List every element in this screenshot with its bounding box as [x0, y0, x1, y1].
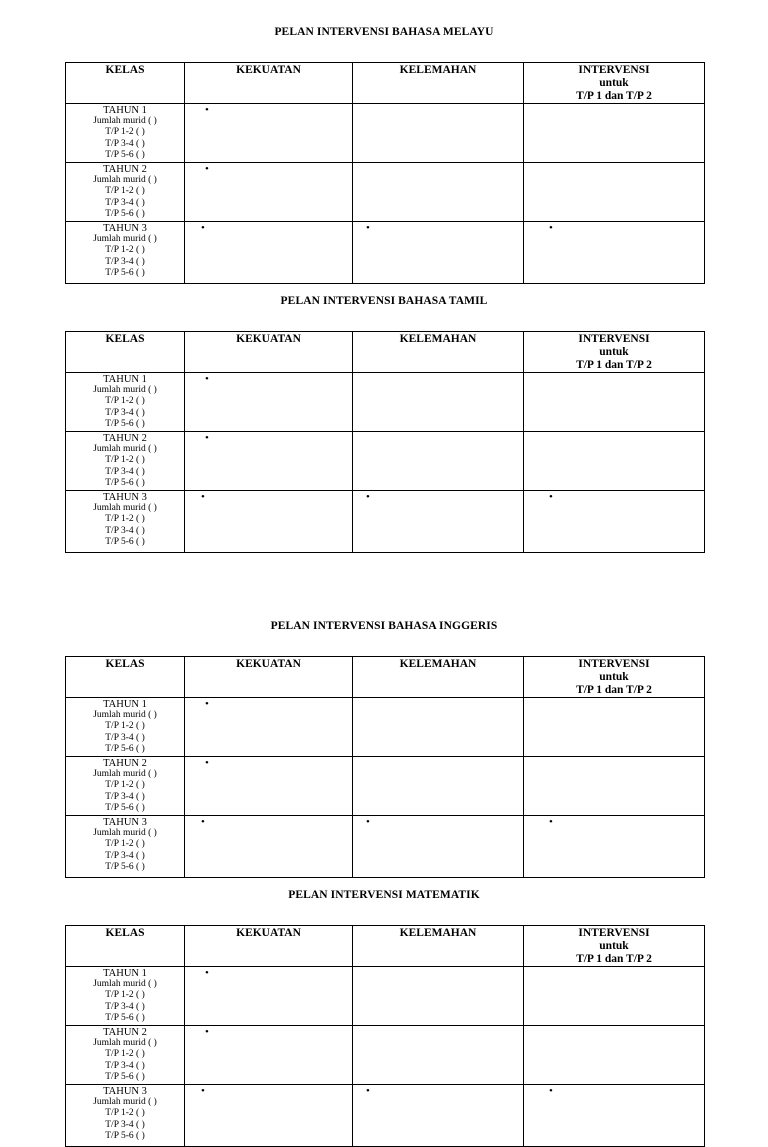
header-intervensi-line2: untuk: [599, 671, 629, 683]
header-kelemahan: KELEMAHAN: [353, 332, 524, 373]
bullet-icon: •: [201, 222, 205, 234]
jumlah-murid-label: Jumlah murid ( ): [93, 979, 157, 990]
header-intervensi-line1: INTERVENSI: [578, 927, 650, 939]
tahun-label: TAHUN 1: [103, 105, 147, 116]
tp-5-6-label: T/P 5-6 ( ): [105, 1012, 145, 1023]
tahun-label: TAHUN 2: [103, 164, 147, 175]
kelemahan-cell[interactable]: [353, 432, 524, 491]
tp-1-2-label: T/P 1-2 ( ): [105, 245, 145, 256]
kelemahan-cell[interactable]: [353, 1026, 524, 1085]
intervensi-cell[interactable]: [524, 757, 705, 816]
tp-5-6-label: T/P 5-6 ( ): [105, 267, 145, 278]
tp-3-4-label: T/P 3-4 ( ): [105, 1119, 145, 1130]
kelemahan-cell[interactable]: [353, 1085, 524, 1147]
table-row: [66, 698, 705, 757]
intervensi-cell[interactable]: [524, 222, 705, 284]
table-row: [66, 816, 705, 878]
bullet-icon: •: [205, 757, 209, 769]
kekuatan-cell[interactable]: [185, 104, 353, 163]
tp-3-4-label: T/P 3-4 ( ): [105, 1001, 145, 1012]
tp-3-4-label: T/P 3-4 ( ): [105, 791, 145, 802]
tp-3-4-label: T/P 3-4 ( ): [105, 256, 145, 267]
header-kelas: KELAS: [66, 63, 185, 104]
section-title: PELAN INTERVENSI BAHASA INGGERIS: [270, 620, 498, 632]
tp-1-2-label: T/P 1-2 ( ): [105, 780, 145, 791]
bullet-icon: •: [366, 816, 370, 828]
intervensi-cell[interactable]: [524, 1085, 705, 1147]
header-intervensi-line1: INTERVENSI: [578, 333, 650, 345]
tp-1-2-label: T/P 1-2 ( ): [105, 1049, 145, 1060]
intervention-table: [65, 331, 705, 553]
kekuatan-cell[interactable]: [185, 1085, 353, 1147]
kelas-cell: [66, 816, 185, 878]
table-row: [66, 163, 705, 222]
bullet-icon: •: [201, 1085, 205, 1097]
tp-1-2-label: T/P 1-2 ( ): [105, 396, 145, 407]
header-kelas: KELAS: [66, 657, 185, 698]
intervention-table: [65, 656, 705, 878]
header-kekuatan: KEKUATAN: [185, 657, 353, 698]
section-title: PELAN INTERVENSI BAHASA TAMIL: [280, 295, 488, 307]
jumlah-murid-label: Jumlah murid ( ): [93, 385, 157, 396]
kelemahan-cell[interactable]: [353, 698, 524, 757]
table-row: [66, 1026, 705, 1085]
bullet-icon: •: [549, 816, 553, 828]
bullet-icon: •: [366, 222, 370, 234]
header-intervensi-line2: untuk: [599, 77, 629, 89]
bullet-icon: •: [205, 373, 209, 385]
header-intervensi: [524, 926, 705, 967]
kelemahan-cell[interactable]: [353, 816, 524, 878]
tp-3-4-label: T/P 3-4 ( ): [105, 138, 145, 149]
intervensi-cell[interactable]: [524, 1026, 705, 1085]
header-intervensi-line1: INTERVENSI: [578, 658, 650, 670]
intervention-table: [65, 925, 705, 1147]
intervensi-cell[interactable]: [524, 698, 705, 757]
bullet-icon: •: [205, 163, 209, 175]
tahun-label: TAHUN 2: [103, 1027, 147, 1038]
jumlah-murid-label: Jumlah murid ( ): [93, 234, 157, 245]
header-intervensi-line3: T/P 1 dan T/P 2: [576, 684, 652, 696]
header-intervensi-line2: untuk: [599, 940, 629, 952]
tp-3-4-label: T/P 3-4 ( ): [105, 466, 145, 477]
kekuatan-cell[interactable]: [185, 491, 353, 553]
jumlah-murid-label: Jumlah murid ( ): [93, 175, 157, 186]
table-row: [66, 967, 705, 1026]
intervensi-cell[interactable]: [524, 491, 705, 553]
tp-5-6-label: T/P 5-6 ( ): [105, 208, 145, 219]
kelemahan-cell[interactable]: [353, 491, 524, 553]
kekuatan-cell[interactable]: [185, 373, 353, 432]
kekuatan-cell[interactable]: [185, 432, 353, 491]
section-title: PELAN INTERVENSI BAHASA MELAYU: [274, 26, 494, 38]
tahun-label: TAHUN 3: [103, 817, 147, 828]
table-row: [66, 432, 705, 491]
bullet-icon: •: [366, 491, 370, 503]
header-kelemahan: KELEMAHAN: [353, 63, 524, 104]
header-intervensi-line3: T/P 1 dan T/P 2: [576, 359, 652, 371]
header-kelemahan: KELEMAHAN: [353, 657, 524, 698]
tahun-label: TAHUN 1: [103, 699, 147, 710]
bullet-icon: •: [205, 432, 209, 444]
header-kelas: KELAS: [66, 926, 185, 967]
kelemahan-cell[interactable]: [353, 967, 524, 1026]
jumlah-murid-label: Jumlah murid ( ): [93, 503, 157, 514]
bullet-icon: •: [205, 698, 209, 710]
tp-1-2-label: T/P 1-2 ( ): [105, 990, 145, 1001]
tp-1-2-label: T/P 1-2 ( ): [105, 1108, 145, 1119]
header-intervensi-line1: INTERVENSI: [578, 64, 650, 76]
kelemahan-cell[interactable]: [353, 373, 524, 432]
table-row: [66, 222, 705, 284]
kelas-cell: [66, 757, 185, 816]
table-row: [66, 1085, 705, 1147]
bullet-icon: •: [205, 1026, 209, 1038]
header-intervensi: [524, 657, 705, 698]
kelemahan-cell[interactable]: [353, 104, 524, 163]
intervensi-cell[interactable]: [524, 163, 705, 222]
tp-5-6-label: T/P 5-6 ( ): [105, 861, 145, 872]
bullet-icon: •: [366, 1085, 370, 1097]
kelas-cell: [66, 1026, 185, 1085]
tp-3-4-label: T/P 3-4 ( ): [105, 197, 145, 208]
tp-1-2-label: T/P 1-2 ( ): [105, 186, 145, 197]
kekuatan-cell[interactable]: [185, 222, 353, 284]
header-intervensi: [524, 332, 705, 373]
kekuatan-cell[interactable]: [185, 816, 353, 878]
tp-1-2-label: T/P 1-2 ( ): [105, 127, 145, 138]
kelas-cell: [66, 967, 185, 1026]
table-row: [66, 373, 705, 432]
tahun-label: TAHUN 2: [103, 758, 147, 769]
header-row: [66, 332, 705, 373]
tp-5-6-label: T/P 5-6 ( ): [105, 802, 145, 813]
intervensi-cell[interactable]: [524, 967, 705, 1026]
jumlah-murid-label: Jumlah murid ( ): [93, 444, 157, 455]
jumlah-murid-label: Jumlah murid ( ): [93, 1097, 157, 1108]
bullet-icon: •: [549, 222, 553, 234]
bullet-icon: •: [549, 491, 553, 503]
tp-3-4-label: T/P 3-4 ( ): [105, 732, 145, 743]
tp-5-6-label: T/P 5-6 ( ): [105, 1130, 145, 1141]
kekuatan-cell[interactable]: [185, 163, 353, 222]
jumlah-murid-label: Jumlah murid ( ): [93, 1038, 157, 1049]
kekuatan-cell[interactable]: [185, 967, 353, 1026]
kelas-cell: [66, 222, 185, 284]
intervensi-cell[interactable]: [524, 373, 705, 432]
bullet-icon: •: [201, 816, 205, 828]
kekuatan-cell[interactable]: [185, 1026, 353, 1085]
tp-5-6-label: T/P 5-6 ( ): [105, 1071, 145, 1082]
header-kekuatan: KEKUATAN: [185, 926, 353, 967]
tahun-label: TAHUN 3: [103, 492, 147, 503]
header-intervensi-line3: T/P 1 dan T/P 2: [576, 953, 652, 965]
header-kelemahan: KELEMAHAN: [353, 926, 524, 967]
bullet-icon: •: [205, 104, 209, 116]
table-row: [66, 104, 705, 163]
tahun-label: TAHUN 1: [103, 374, 147, 385]
bullet-icon: •: [549, 1085, 553, 1097]
tp-3-4-label: T/P 3-4 ( ): [105, 1060, 145, 1071]
jumlah-murid-label: Jumlah murid ( ): [93, 828, 157, 839]
kelas-cell: [66, 373, 185, 432]
tp-3-4-label: T/P 3-4 ( ): [105, 407, 145, 418]
jumlah-murid-label: Jumlah murid ( ): [93, 710, 157, 721]
table-row: [66, 757, 705, 816]
tp-3-4-label: T/P 3-4 ( ): [105, 850, 145, 861]
intervensi-cell[interactable]: [524, 816, 705, 878]
kekuatan-cell[interactable]: [185, 757, 353, 816]
kelas-cell: [66, 1085, 185, 1147]
bullet-icon: •: [205, 967, 209, 979]
jumlah-murid-label: Jumlah murid ( ): [93, 769, 157, 780]
kelemahan-cell[interactable]: [353, 757, 524, 816]
kelas-cell: [66, 698, 185, 757]
tp-5-6-label: T/P 5-6 ( ): [105, 477, 145, 488]
section-title: PELAN INTERVENSI MATEMATIK: [288, 889, 480, 901]
table-row: [66, 491, 705, 553]
jumlah-murid-label: Jumlah murid ( ): [93, 116, 157, 127]
header-kekuatan: KEKUATAN: [185, 63, 353, 104]
tp-5-6-label: T/P 5-6 ( ): [105, 536, 145, 547]
tp-5-6-label: T/P 5-6 ( ): [105, 149, 145, 160]
tahun-label: TAHUN 1: [103, 968, 147, 979]
intervensi-cell[interactable]: [524, 432, 705, 491]
kelas-cell: [66, 432, 185, 491]
tp-5-6-label: T/P 5-6 ( ): [105, 418, 145, 429]
tahun-label: TAHUN 3: [103, 223, 147, 234]
tp-1-2-label: T/P 1-2 ( ): [105, 721, 145, 732]
bullet-icon: •: [201, 491, 205, 503]
tp-5-6-label: T/P 5-6 ( ): [105, 743, 145, 754]
tp-1-2-label: T/P 1-2 ( ): [105, 514, 145, 525]
header-intervensi-line3: T/P 1 dan T/P 2: [576, 90, 652, 102]
kelas-cell: [66, 163, 185, 222]
intervention-table: [65, 62, 705, 284]
tahun-label: TAHUN 3: [103, 1086, 147, 1097]
tp-1-2-label: T/P 1-2 ( ): [105, 839, 145, 850]
kelas-cell: [66, 104, 185, 163]
kelas-cell: [66, 491, 185, 553]
kelemahan-cell[interactable]: [353, 222, 524, 284]
tp-3-4-label: T/P 3-4 ( ): [105, 525, 145, 536]
kelemahan-cell[interactable]: [353, 163, 524, 222]
intervensi-cell[interactable]: [524, 104, 705, 163]
header-row: [66, 63, 705, 104]
kekuatan-cell[interactable]: [185, 698, 353, 757]
header-kekuatan: KEKUATAN: [185, 332, 353, 373]
header-kelas: KELAS: [66, 332, 185, 373]
tp-1-2-label: T/P 1-2 ( ): [105, 455, 145, 466]
header-row: [66, 926, 705, 967]
tahun-label: TAHUN 2: [103, 433, 147, 444]
header-intervensi-line2: untuk: [599, 346, 629, 358]
header-row: [66, 657, 705, 698]
header-intervensi: [524, 63, 705, 104]
